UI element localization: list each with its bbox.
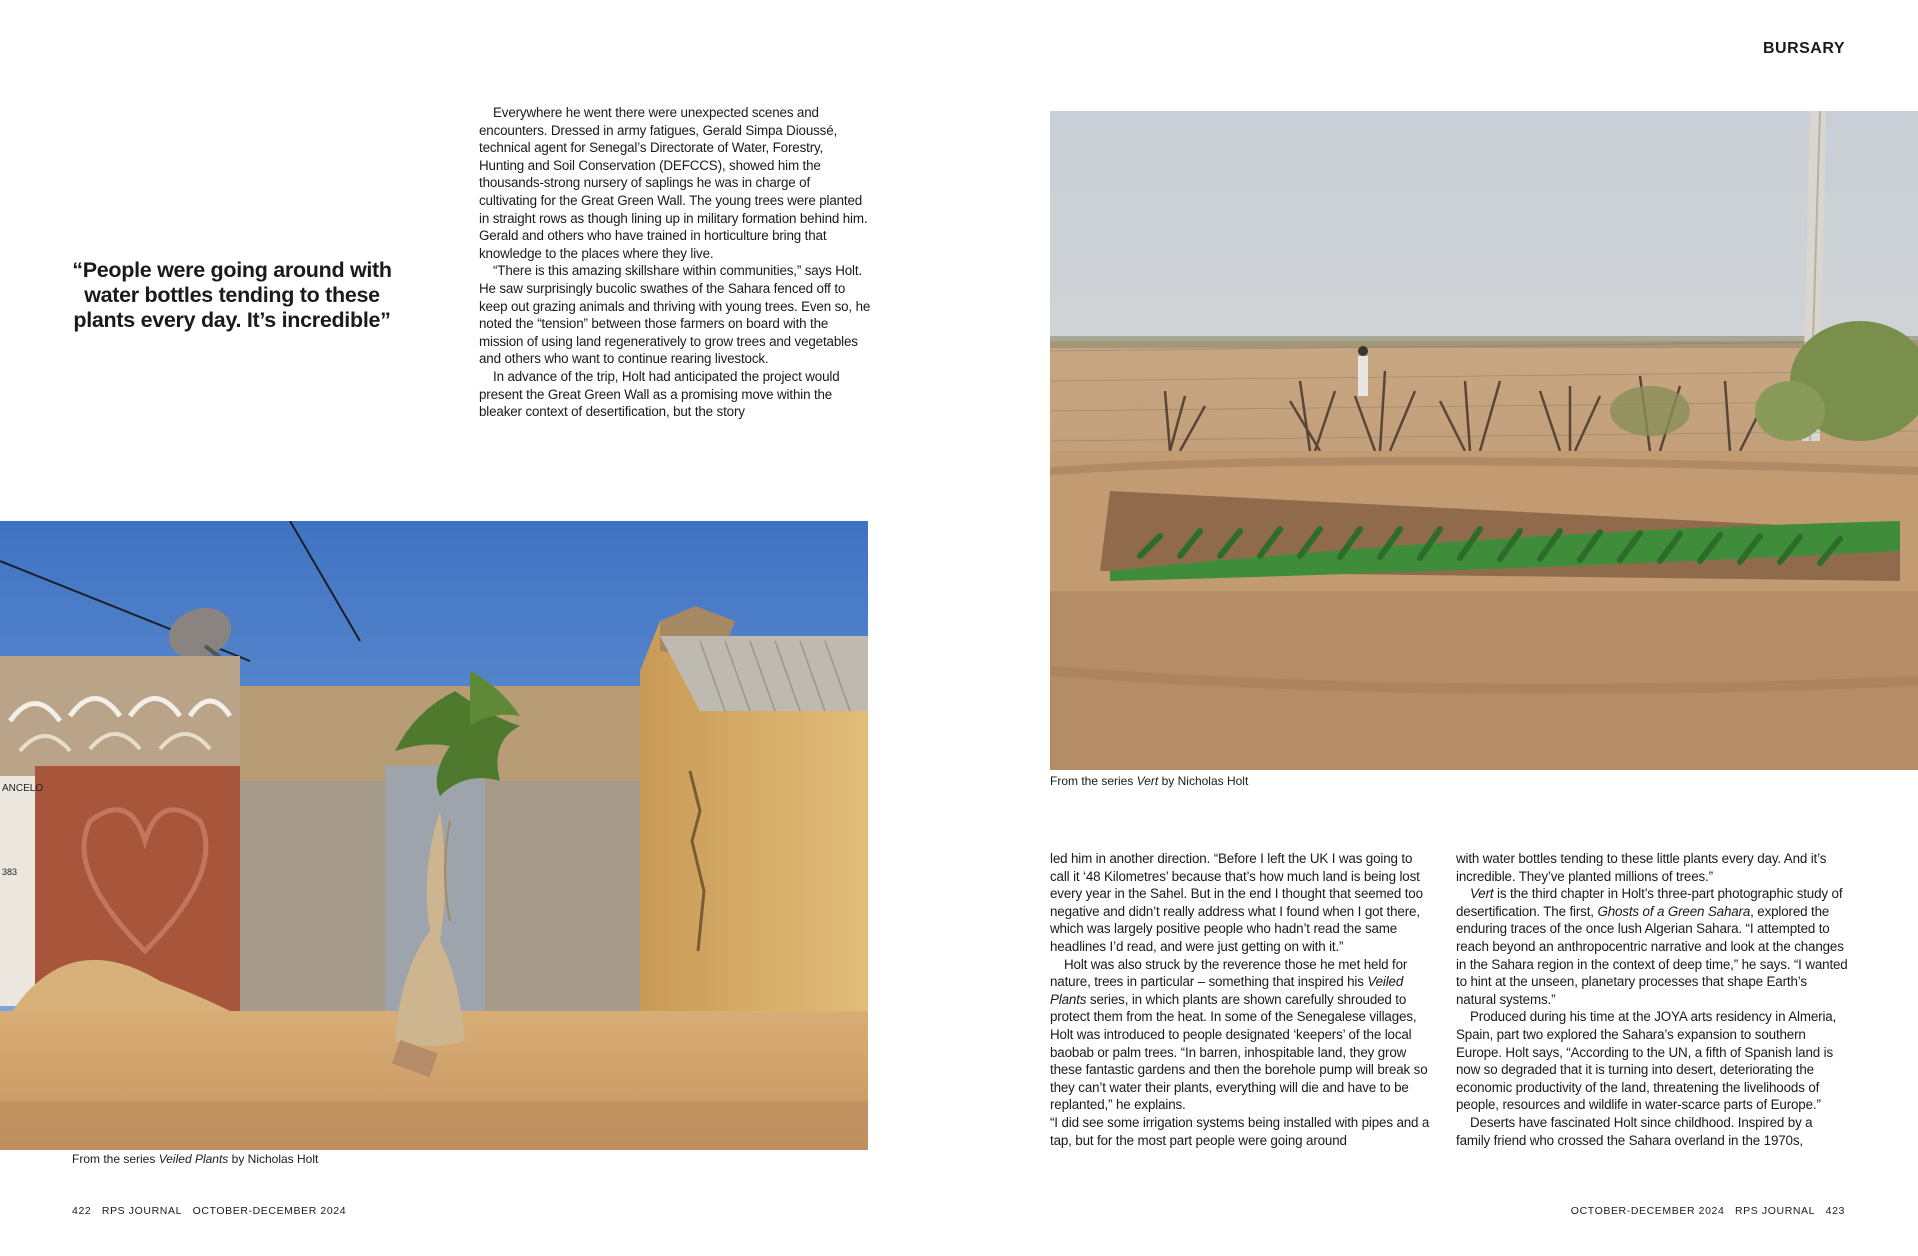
footer-left <box>72 1205 346 1217</box>
series-title: Veiled Plants <box>1050 974 1404 1007</box>
paragraph: led him in another direction. “Before I left the UK I was going to call it ‘48 Kilometres’ because that’s how much land is being lost every year in the Sahel. But in the end I thought that seemed too negative and didn’t really address what I found when I got there, which was largely positive people who hadn’t read the same headlines I’d read, and were just getting on with it.” <box>1050 851 1423 954</box>
article-column-3 <box>1456 850 1848 1149</box>
paragraph: “There is this amazing skillshare within communities,” says Holt. He saw surprisingly bucolic swathes of the Sahara fenced off to keep out grazing animals and thriving with young trees. Even so, he noted the “tension” between those farmers on board with the mission of using land regeneratively to grow trees and vegetables and others who want to continue rearing livestock. <box>479 263 871 367</box>
article-column-1 <box>479 104 871 421</box>
text-run: series, in which plants are shown carefully shrouded to protect them from the heat. In some of the Senegalese villages, Holt was introduced to people designated ‘keepers’ of the local baobab or palm trees. “In barren, inhospitable land, they grow these fantastic gardens and then the borehole pump will break so they can’t water their plants, everything will die and have to be replanted,” he explains. <box>1050 991 1428 1113</box>
journal-name: RPS JOURNAL <box>1734 1205 1816 1217</box>
text-run: Holt was also struck by the reverence those he met held for nature, trees in particular – something that inspired his <box>1050 956 1408 990</box>
caption-series: Veiled Plants <box>158 1152 229 1166</box>
paragraph: Everywhere he went there were unexpected scenes and encounters. Dressed in army fatigues, Gerald Simpa Dioussé, technical agent for Senegal’s Directorate of Water, Forestry, Hunting and Soil Conservation (DEFCCS), showed him the thousands-strong nursery of saplings he was in charge of cultivating for the Great Green Wall. The young trees were planted in straight rows as though lining up in military formation behind him. Gerald and others who have trained in horticulture bring that knowledge to the places where they live. <box>479 105 868 261</box>
series-title: Ghosts of a Green Sahara <box>1597 903 1751 919</box>
article-column-2 <box>1050 850 1435 1149</box>
caption-suffix: by Nicholas Holt <box>228 1152 319 1166</box>
photo-veiled-plants <box>0 521 868 1150</box>
footer-right <box>1571 1205 1845 1217</box>
text-run: , explored the enduring traces of the once lush Algerian Sahara. “I attempted to reach beyond an anthropocentric narrative and look at the changes in the Sahara region in the context of deep time,” he says. “I wanted to hint at the unseen, planetary processes that shape Earth’s natural systems.” <box>1456 903 1848 1007</box>
paragraph: with water bottles tending to these little plants every day. And it’s incredible. They’ve planted millions of trees.” <box>1456 851 1827 884</box>
caption-prefix: From the series <box>1050 774 1137 788</box>
caption-prefix: From the series <box>72 1152 159 1166</box>
pull-quote: “People were going around with water bottles tending to these plants every day. It’s incredible” <box>72 258 392 332</box>
page-number: 423 <box>1825 1205 1845 1217</box>
paragraph <box>1456 885 1848 1008</box>
caption-series: Vert <box>1136 774 1159 788</box>
paragraph <box>1050 956 1435 1114</box>
section-label: BURSARY <box>1762 40 1845 57</box>
series-title: Vert <box>1470 886 1494 902</box>
photo-caption-right <box>1050 774 1248 788</box>
issue-date: OCTOBER-DECEMBER 2024 <box>1570 1205 1725 1217</box>
paragraph: Produced during his time at the JOYA arts residency in Almeria, Spain, part two explored the Sahara’s expansion to southern Europe. Holt says, “According to the UN, a fifth of Spanish land is now so degraded that it is turning into desert, deteriorating the economic productivity of the land, threatening the livelihoods of people, resources and wildlife in water-scarce parts of Europe.” <box>1456 1009 1837 1113</box>
caption-suffix: by Nicholas Holt <box>1158 774 1249 788</box>
paragraph: “I did see some irrigation systems being installed with pipes and a tap, but for the most part people were going around <box>1050 1114 1430 1148</box>
issue-date: OCTOBER-DECEMBER 2024 <box>192 1205 347 1217</box>
page-number: 422 <box>72 1205 92 1217</box>
text-run: is the third chapter in Holt’s three-part photographic study of desertification. The first, <box>1456 886 1843 919</box>
journal-name: RPS JOURNAL <box>101 1205 183 1217</box>
photo-caption-left <box>72 1152 318 1166</box>
paragraph: In advance of the trip, Holt had anticipated the project would present the Great Green Wall as a promising move within the bleaker context of desertification, but the story <box>479 368 840 420</box>
sign-number: 383 <box>2 867 18 877</box>
paragraph: Deserts have fascinated Holt since childhood. Inspired by a family friend who crossed the Sahara overland in the 1970s, <box>1456 1114 1813 1148</box>
photo-vert <box>1050 111 1918 770</box>
sign-text: ANCELO <box>2 783 44 794</box>
